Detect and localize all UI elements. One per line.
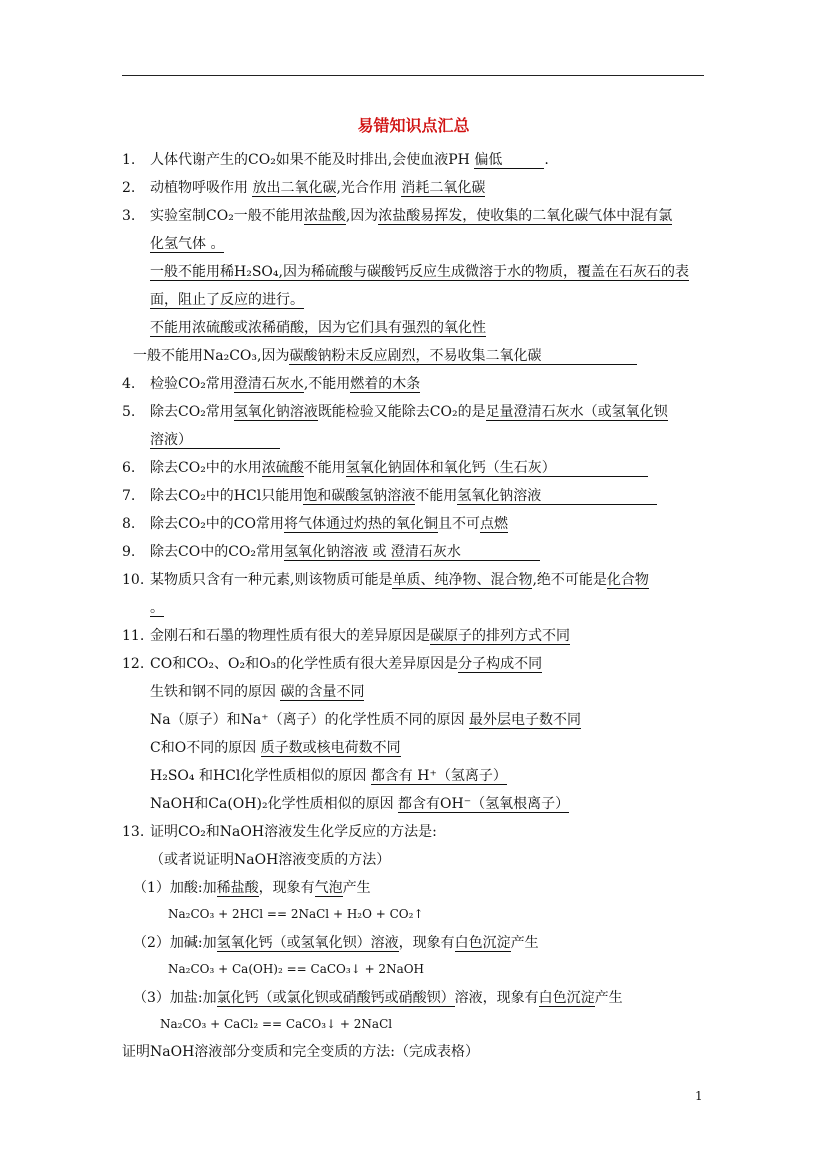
answer-blank: 浓硫酸: [261, 460, 304, 476]
list-item: [150, 235, 224, 253]
list-item: [133, 879, 371, 897]
item-text: 证明CO₂和NaOH溶液发生化学反应的方法是:: [150, 824, 437, 840]
list-item: [150, 431, 280, 449]
answer-blank: 质子数或核电荷数不同: [260, 740, 401, 756]
item-text: 一般不能用Na₂CO₃,因为: [133, 348, 290, 364]
list-item: [150, 515, 508, 533]
item-text: 除去CO₂常用: [150, 404, 234, 420]
item-text: ,光合作用: [336, 180, 402, 196]
item-text: H₂SO₄ 和HCl化学性质相似的原因: [150, 768, 371, 784]
item-number: 2.: [122, 180, 136, 196]
item-number: 12.: [122, 656, 145, 672]
answer-blank: 饱和碳酸氢钠溶液: [303, 488, 416, 504]
item-number: 9.: [122, 544, 136, 560]
item-number: 4.: [122, 376, 136, 392]
list-item: [133, 347, 637, 365]
answer-blank: 化氢气体 。: [150, 236, 225, 252]
list-item: [150, 655, 542, 673]
item-text: ，现象有: [258, 880, 315, 896]
answer-blank: 溶液）: [150, 432, 280, 449]
item-text: 产生: [342, 880, 371, 896]
item-text: （或者说证明NaOH溶液变质的方法）: [150, 852, 391, 868]
answer-blank: 化合物: [606, 572, 649, 588]
answer-blank: 氯化钙（或氯化钡或硝酸钙或硝酸钡）: [216, 990, 455, 1006]
list-item: [133, 934, 539, 952]
answer-blank: 浓盐酸易挥发，使收集的二氧化碳气体中混有氯: [378, 208, 673, 224]
answer-blank: 燃着的木条: [350, 376, 421, 392]
answer-blank: 。: [150, 600, 164, 616]
answer-blank: 将气体通过灼热的氧化铜: [284, 516, 438, 532]
list-item: [150, 767, 507, 785]
answer-blank: 消耗二氧化碳: [401, 180, 486, 196]
item-text: 除去CO₂中的水用: [150, 460, 262, 476]
item-number: 10.: [122, 572, 145, 588]
list-item: [150, 627, 570, 645]
list-item: [150, 207, 672, 225]
answer-blank: 稀盐酸: [216, 880, 259, 896]
answer-blank: 氢氧化钠溶液: [457, 488, 657, 505]
item-text: 除去CO中的CO₂常用: [150, 544, 284, 560]
item-text: 某物质只含有一种元素,则该物质可能是: [150, 572, 393, 588]
list-item: [150, 319, 486, 337]
item-text: （1）加酸:加: [133, 880, 217, 896]
list-item: [133, 989, 623, 1007]
answer-blank: 白色沉淀: [538, 990, 595, 1006]
answer-blank: 氢氧化钠溶液 或 澄清石灰水: [284, 544, 540, 561]
item-number: 1.: [122, 152, 136, 168]
list-item: [150, 851, 390, 869]
item-text: 检验CO₂常用: [150, 376, 234, 392]
list-item: [150, 711, 581, 729]
answer-blank: 一般不能用稀H₂SO₄,因为稀硫酸与碳酸钙反应生成微溶于水的物质，覆盖在石灰石的表: [150, 264, 689, 280]
list-item: [150, 487, 657, 505]
answer-blank: 氢氧化钠溶液: [233, 404, 318, 420]
item-number: 7.: [122, 488, 136, 504]
answer-blank: 氢氧化钠固体和氧化钙（生石灰）: [346, 460, 648, 477]
item-text: 产生: [594, 990, 623, 1006]
item-text: 不能用: [303, 460, 346, 476]
chemical-equation: Na₂CO₃ + Ca(OH)₂ == CaCO₃↓ + 2NaOH: [168, 962, 425, 976]
list-item: [150, 683, 364, 701]
list-item: [150, 151, 549, 169]
item-text: ，现象有: [398, 935, 455, 951]
item-text: 既能检验又能除去CO₂的是: [317, 404, 486, 420]
answer-blank: 白色沉淀: [454, 935, 511, 951]
list-item: [150, 795, 569, 813]
item-number: 8.: [122, 516, 136, 532]
list-item: [150, 571, 649, 589]
item-text: ,因为: [345, 208, 379, 224]
item-number: 6.: [122, 460, 136, 476]
item-text: 人体代谢产生的CO₂如果不能及时排出,会使血液PH: [150, 152, 475, 168]
item-text: ,绝不可能是: [532, 572, 607, 588]
answer-blank: 分子构成不同: [458, 656, 543, 672]
item-number: 5.: [122, 404, 136, 420]
item-text: 除去CO₂中的HCl只能用: [150, 488, 304, 504]
item-text: （2）加碱:加: [133, 935, 217, 951]
list-item: [150, 543, 540, 561]
item-text: NaOH和Ca(OH)₂化学性质相似的原因: [150, 796, 399, 812]
page-number: 1: [695, 1089, 703, 1103]
item-text: Na（原子）和Na⁺（离子）的化学性质不同的原因: [150, 712, 470, 728]
page-title: 易错知识点汇总: [357, 116, 470, 135]
item-text: C和O不同的原因: [150, 740, 261, 756]
answer-blank: 最外层电子数不同: [469, 712, 582, 728]
answer-blank: 都含有OH⁻（氢氧根离子）: [398, 796, 570, 812]
item-text: 且不可: [438, 516, 480, 532]
list-item: [150, 375, 420, 393]
item-number: 13.: [122, 824, 145, 840]
answer-blank: 偏低: [474, 152, 544, 169]
chemical-equation: Na₂CO₃ + CaCl₂ == CaCO₃↓ + 2NaCl: [160, 1017, 393, 1031]
item-text: 产生: [510, 935, 539, 951]
item-text: 金刚石和石墨的物理性质有很大的差异原因是: [150, 628, 430, 644]
item-number: 11.: [122, 628, 145, 644]
item-text: 生铁和钢不同的原因: [150, 684, 281, 700]
item-text: ,不能用: [303, 376, 351, 392]
header-rule: [122, 75, 704, 76]
answer-blank: 气泡: [314, 880, 343, 896]
answer-blank: 浓盐酸: [303, 208, 346, 224]
item-text: 动植物呼吸作用: [150, 180, 253, 196]
item-text: .: [544, 152, 549, 168]
answer-blank: 放出二氧化碳: [252, 180, 337, 196]
answer-blank: 碳的含量不同: [280, 684, 365, 700]
list-item: [150, 179, 485, 197]
list-item: [122, 1043, 479, 1061]
item-text: 不能用: [415, 488, 458, 504]
list-item: [150, 403, 668, 421]
answer-blank: 面，阻止了反应的进行。: [150, 292, 304, 308]
item-number: 3.: [122, 208, 136, 224]
item-text: 除去CO₂中的CO常用: [150, 516, 284, 532]
item-text: CO和CO₂、O₂和O₃的化学性质有很大差异原因是: [150, 656, 459, 672]
answer-blank: 碳酸钠粉末反应剧烈，不易收集二氧化碳: [289, 348, 637, 365]
chemical-equation: Na₂CO₃ + 2HCl == 2NaCl + H₂O + CO₂↑: [168, 907, 424, 921]
item-text: （3）加盐:加: [133, 990, 217, 1006]
answer-blank: 不能用浓硫酸或浓稀硝酸，因为它们具有强烈的氧化性: [150, 320, 486, 336]
list-item: [150, 291, 304, 309]
item-text: 实验室制CO₂一般不能用: [150, 208, 304, 224]
item-text: 溶液，现象有: [454, 990, 539, 1006]
answer-blank: 足量澄清石灰水（或氢氧化钡: [485, 404, 668, 420]
answer-blank: 都含有 H⁺（氢离子）: [370, 768, 507, 784]
answer-blank: 澄清石灰水: [233, 376, 304, 392]
answer-blank: 氢氧化钙（或氢氧化钡）溶液: [216, 935, 399, 951]
list-item: [150, 739, 401, 757]
list-item: [150, 599, 164, 617]
list-item: [150, 823, 437, 841]
list-item: [150, 263, 689, 281]
list-item: [150, 459, 648, 477]
answer-blank: 点燃: [480, 516, 508, 532]
answer-blank: 单质、纯净物、混合物: [392, 572, 533, 588]
item-text: 证明NaOH溶液部分变质和完全变质的方法:（完成表格）: [122, 1044, 479, 1060]
answer-blank: 碳原子的排列方式不同: [430, 628, 570, 644]
